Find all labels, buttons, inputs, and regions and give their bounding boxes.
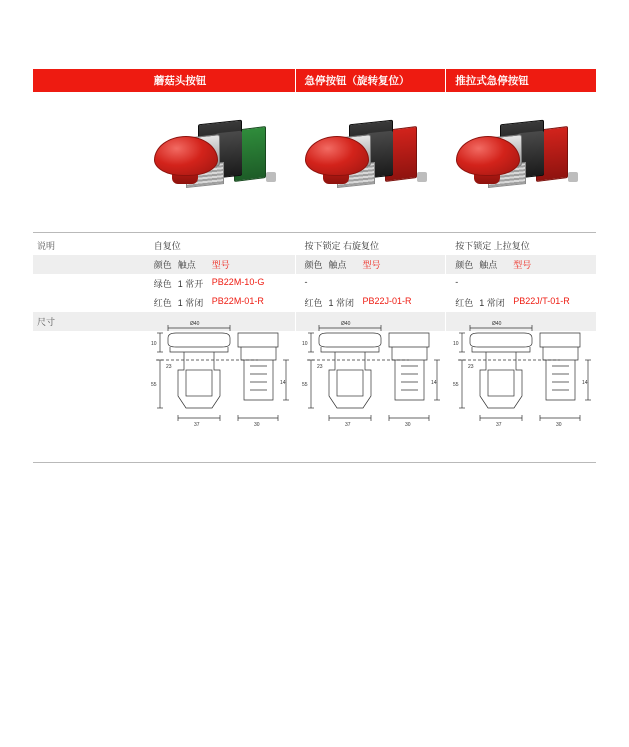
dim-left-c-3: 55 — [453, 382, 459, 388]
col-head-color-3: 颜色 — [455, 260, 474, 270]
table-top-rule — [33, 232, 596, 233]
variant-contact-2a — [329, 277, 363, 287]
mushroom-head-icon — [305, 136, 369, 176]
spec-head-2 — [296, 255, 446, 274]
dimension-drawing-1 — [146, 300, 296, 460]
dim-bottom-left-2: 37 — [345, 422, 351, 428]
dimension-svg-3 — [448, 300, 598, 460]
dim-bottom-left-1: 37 — [194, 422, 200, 428]
variant-model-2b: PB22J-01-R — [362, 296, 412, 306]
dim-left-b-3: 23 — [468, 364, 474, 370]
spec-head-1 — [145, 255, 295, 274]
col-head-model-3: 型号 — [513, 260, 532, 270]
col-head-contact-2: 触点 — [328, 260, 347, 270]
spec-desc-3: 按下锁定 上拉复位 — [446, 236, 596, 255]
terminal-screw-icon — [568, 172, 578, 182]
dim-bottom-right-3: 30 — [556, 422, 562, 428]
dim-bottom-right-2: 30 — [405, 422, 411, 428]
variant-color-1a: 绿色 — [153, 279, 172, 289]
header-title-3: 推拉式急停按钮 — [446, 69, 596, 92]
mushroom-head-icon — [154, 136, 218, 176]
col-head-contact-3: 触点 — [479, 260, 498, 270]
mushroom-head-icon — [456, 136, 520, 176]
dim-bottom-left-3: 37 — [496, 422, 502, 428]
col-head-contact-1: 触点 — [177, 260, 196, 270]
dim-diameter-3: Ø40 — [492, 321, 502, 327]
spec-label-blank — [33, 255, 145, 274]
col-head-model-2: 型号 — [362, 260, 381, 270]
spec-row-green — [33, 274, 596, 293]
header-blank-cell — [33, 69, 145, 92]
variant-color-2a: - — [304, 277, 308, 287]
dimension-svg-1 — [146, 300, 296, 460]
dim-left-c-1: 55 — [151, 382, 157, 388]
variant-model-1a: PB22M-10-G — [211, 277, 265, 287]
dim-right-a-2: 14 — [431, 380, 437, 386]
dimension-svg-2 — [297, 300, 447, 460]
terminal-screw-icon — [266, 172, 276, 182]
variant-color-3a: - — [455, 277, 459, 287]
variant-model-1b: PB22M-01-R — [211, 296, 264, 306]
dim-diameter-1: Ø40 — [190, 321, 200, 327]
dim-left-a-2: 10 — [302, 341, 308, 347]
dim-left-a-3: 10 — [453, 341, 459, 347]
dim-bottom-right-1: 30 — [254, 422, 260, 428]
spec-desc-2: 按下锁定 右旋复位 — [296, 236, 446, 255]
spec-row-columnheads — [33, 255, 596, 274]
spec-label-dimensions: 尺寸 — [33, 312, 145, 331]
dim-left-a-1: 10 — [151, 341, 157, 347]
header-title-2: 急停按钮（旋转复位） — [296, 69, 446, 92]
variant-contact-3a — [479, 277, 513, 287]
spec-label-blank — [33, 274, 145, 293]
col-head-color-1: 颜色 — [153, 260, 172, 270]
variant-color-3b: 红色 — [455, 298, 474, 308]
product-photo-estop-twist-reset — [297, 100, 447, 228]
dim-left-b-1: 23 — [166, 364, 172, 370]
spec-desc-1: 自复位 — [145, 236, 295, 255]
variant-contact-1a: 1 常开 — [177, 279, 204, 289]
dim-left-c-2: 55 — [302, 382, 308, 388]
table-bottom-rule — [33, 462, 596, 463]
header-row — [33, 69, 596, 92]
spec-variant-3-none — [446, 274, 596, 293]
product-photo-estop-pull-reset — [448, 100, 598, 228]
header-title-1: 蘑菇头按钮 — [145, 69, 295, 92]
spec-row-description — [33, 236, 596, 255]
variant-color-1b: 红色 — [153, 298, 172, 308]
variant-contact-1b: 1 常闭 — [177, 298, 204, 308]
spec-variant-1-green — [145, 274, 295, 293]
dimension-drawing-2 — [297, 300, 447, 460]
spec-label-description: 说明 — [33, 236, 145, 255]
terminal-screw-icon — [417, 172, 427, 182]
dimension-drawing-row — [33, 300, 596, 460]
spec-head-3 — [446, 255, 596, 274]
product-image-row — [33, 100, 596, 228]
col-head-color-2: 颜色 — [304, 260, 323, 270]
spec-variant-2-none — [296, 274, 446, 293]
variant-contact-2b: 1 常闭 — [328, 298, 355, 308]
variant-contact-3b: 1 常闭 — [479, 298, 505, 308]
dimension-drawing-3 — [448, 300, 598, 460]
product-photo-mushroom-button — [146, 100, 296, 228]
col-head-model-1: 型号 — [211, 260, 230, 270]
dim-diameter-2: Ø40 — [341, 321, 351, 327]
dim-right-a-3: 14 — [582, 380, 588, 386]
dim-right-a-1: 14 — [280, 380, 286, 386]
variant-color-2b: 红色 — [304, 298, 323, 308]
variant-model-3b: PB22J/T-01-R — [513, 296, 570, 306]
dim-left-b-2: 23 — [317, 364, 323, 370]
